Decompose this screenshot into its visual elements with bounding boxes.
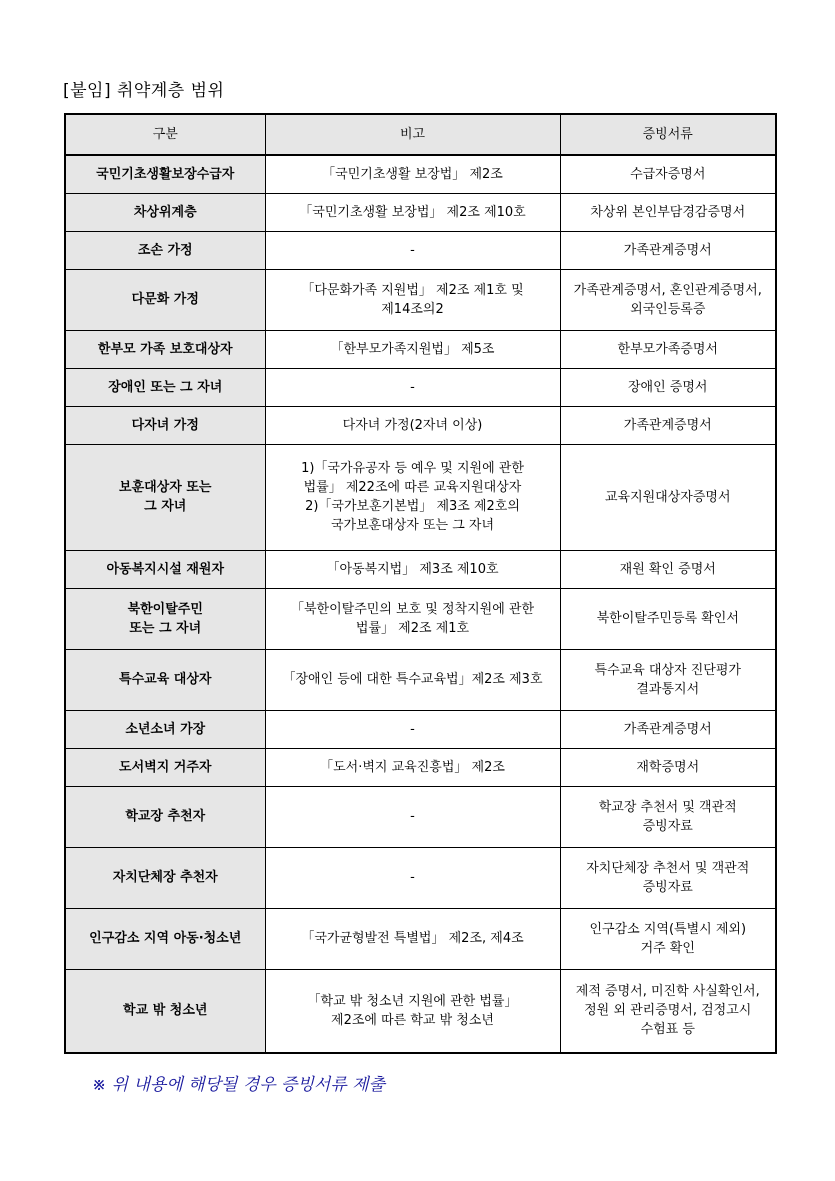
table-row — [65, 550, 776, 588]
row-category: 자치단체장 추천자 — [65, 847, 265, 908]
row-note: - — [265, 710, 560, 748]
row-category: 한부모 가족 보호대상자 — [65, 330, 265, 368]
row-category: 북한이탈주민 또는 그 자녀 — [65, 588, 265, 649]
table-row — [65, 908, 776, 969]
table-row — [65, 786, 776, 847]
row-note: - — [265, 231, 560, 269]
row-docs: 가족관계증명서, 혼인관계증명서, 외국인등록증 — [560, 269, 776, 330]
header-note: 비고 — [265, 114, 560, 155]
table-row — [65, 748, 776, 786]
row-docs: 가족관계증명서 — [560, 406, 776, 444]
row-docs: 가족관계증명서 — [560, 231, 776, 269]
row-docs: 재학증명서 — [560, 748, 776, 786]
row-note: 「북한이탈주민의 보호 및 정착지원에 관한 법률」 제2조 제1호 — [265, 588, 560, 649]
row-docs: 장애인 증명서 — [560, 368, 776, 406]
header-category: 구분 — [65, 114, 265, 155]
row-note: 「한부모가족지원법」 제5조 — [265, 330, 560, 368]
table-row — [65, 588, 776, 649]
row-docs: 특수교육 대상자 진단평가 결과통지서 — [560, 649, 776, 710]
row-docs: 차상위 본인부담경감증명서 — [560, 193, 776, 231]
row-docs: 재원 확인 증명서 — [560, 550, 776, 588]
row-note: 다자녀 가정(2자녀 이상) — [265, 406, 560, 444]
row-note: 「다문화가족 지원법」 제2조 제1호 및 제14조의2 — [265, 269, 560, 330]
row-category: 특수교육 대상자 — [65, 649, 265, 710]
row-category: 학교 밖 청소년 — [65, 969, 265, 1053]
row-docs: 학교장 추천서 및 객관적 증빙자료 — [560, 786, 776, 847]
row-note: - — [265, 847, 560, 908]
row-docs: 제적 증명서, 미진학 사실확인서, 정원 외 관리증명서, 검정고시 수험표 등 — [560, 969, 776, 1053]
header-docs: 증빙서류 — [560, 114, 776, 155]
row-category: 국민기초생활보장수급자 — [65, 155, 265, 193]
row-note: 「학교 밖 청소년 지원에 관한 법률」 제2조에 따른 학교 밖 청소년 — [265, 969, 560, 1053]
row-category: 도서벽지 거주자 — [65, 748, 265, 786]
row-docs: 자치단체장 추천서 및 객관적 증빙자료 — [560, 847, 776, 908]
row-docs: 가족관계증명서 — [560, 710, 776, 748]
row-category: 학교장 추천자 — [65, 786, 265, 847]
row-note: 「국가균형발전 특별법」 제2조, 제4조 — [265, 908, 560, 969]
row-category: 차상위계층 — [65, 193, 265, 231]
row-category: 장애인 또는 그 자녀 — [65, 368, 265, 406]
row-note: 「장애인 등에 대한 특수교육법」제2조 제3호 — [265, 649, 560, 710]
table-row — [65, 231, 776, 269]
row-note: 「국민기초생활 보장법」 제2조 — [265, 155, 560, 193]
row-note: 1)「국가유공자 등 예우 및 지원에 관한 법률」 제22조에 따른 교육지원대상자 2)「국가보훈기본법」 제3조 제2호의 국가보훈대상자 또는 그 자녀 — [265, 444, 560, 550]
row-docs: 북한이탈주민등록 확인서 — [560, 588, 776, 649]
row-category: 보훈대상자 또는 그 자녀 — [65, 444, 265, 550]
table-row — [65, 710, 776, 748]
row-note: 「아동복지법」 제3조 제10호 — [265, 550, 560, 588]
row-note: - — [265, 368, 560, 406]
table-row — [65, 444, 776, 550]
table-header-row — [65, 114, 776, 155]
table-row — [65, 193, 776, 231]
table-row — [65, 649, 776, 710]
footnote: ※ 위 내용에 해당될 경우 증빙서류 제출 — [92, 1075, 385, 1095]
row-category: 다자녀 가정 — [65, 406, 265, 444]
table-row — [65, 368, 776, 406]
row-note: 「도서·벽지 교육진흥법」 제2조 — [265, 748, 560, 786]
row-docs: 인구감소 지역(특별시 제외) 거주 확인 — [560, 908, 776, 969]
row-note: - — [265, 786, 560, 847]
row-category: 인구감소 지역 아동·청소년 — [65, 908, 265, 969]
row-category: 다문화 가정 — [65, 269, 265, 330]
vulnerable-group-table — [64, 113, 777, 1054]
table-row — [65, 155, 776, 193]
row-note: 「국민기초생활 보장법」 제2조 제10호 — [265, 193, 560, 231]
table-row — [65, 969, 776, 1053]
page-title: [붙임] 취약계층 범위 — [63, 81, 225, 101]
row-docs: 한부모가족증명서 — [560, 330, 776, 368]
table-row — [65, 269, 776, 330]
row-category: 소년소녀 가장 — [65, 710, 265, 748]
table-row — [65, 847, 776, 908]
row-docs: 수급자증명서 — [560, 155, 776, 193]
table-row — [65, 330, 776, 368]
row-category: 조손 가정 — [65, 231, 265, 269]
table-row — [65, 406, 776, 444]
row-category: 아동복지시설 재원자 — [65, 550, 265, 588]
row-docs: 교육지원대상자증명서 — [560, 444, 776, 550]
